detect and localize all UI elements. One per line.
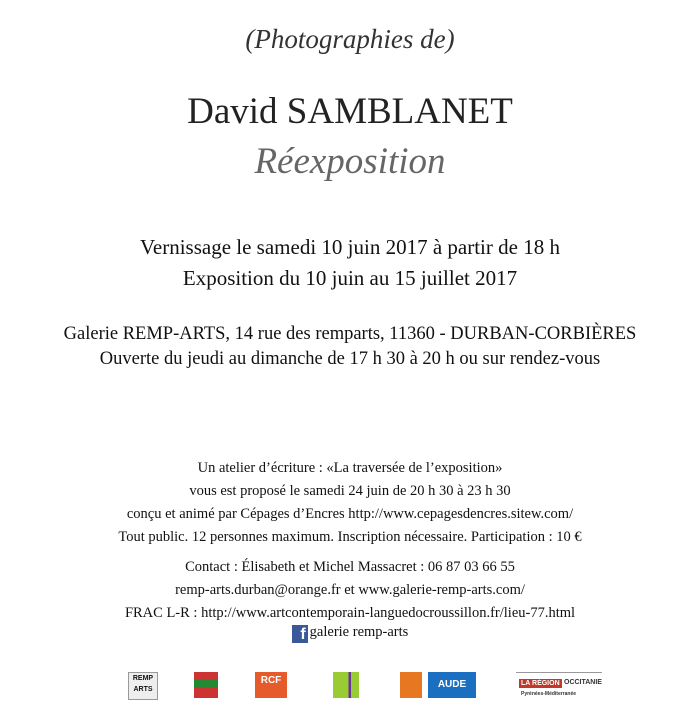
aude-logo: AUDE xyxy=(428,672,476,698)
contact-line: remp-arts.durban@orange.fr et www.galerie-remp-arts.com/ xyxy=(175,582,525,598)
partner-logos xyxy=(0,672,700,702)
rcf-logo: RCF xyxy=(255,672,287,698)
exhibition-title: Réexposition xyxy=(254,141,446,182)
contact-line: Contact : Élisabeth et Michel Massacret : 06 87 03 66 55 xyxy=(185,559,515,575)
occitanie-region-logo xyxy=(516,672,602,699)
atelier-line: conçu et animé par Cépages d’Encres http://www.cepagesdencres.sitew.com/ xyxy=(126,506,574,522)
facebook-label: galerie remp-arts xyxy=(309,624,409,640)
vernissage-date: Vernissage le samedi 10 juin 2017 à partir de 18 h xyxy=(140,235,560,259)
tree-logo xyxy=(333,672,359,698)
region-subtitle: Pyrénées-Méditerranée xyxy=(521,691,577,697)
contact-line: FRAC L-R : http://www.artcontemporain-languedocroussillon.fr/lieu-77.html xyxy=(124,605,576,621)
aude-department-crest-logo xyxy=(194,672,218,698)
atelier-line: Un atelier d’écriture : «La traversée de l’exposition» xyxy=(197,460,503,476)
occitanie-label: OCCITANIE xyxy=(564,679,602,686)
facebook-icon: f xyxy=(292,625,308,643)
facebook-link[interactable] xyxy=(0,624,700,643)
region-label: LA RÉGION xyxy=(521,680,560,687)
exhibition-dates: Exposition du 10 juin au 15 juillet 2017 xyxy=(182,266,518,290)
venue-hours: Ouverte du jeudi au dimanche de 17 h 30 à 20 h ou sur rendez-vous xyxy=(99,349,601,369)
atelier-line: Tout public. 12 personnes maximum. Inscription nécessaire. Participation : 10 € xyxy=(118,529,582,545)
remp-arts-logo: REMP ARTS xyxy=(128,672,158,700)
subtitle: (Photographies de) xyxy=(245,24,455,54)
artist-name: David SAMBLANET xyxy=(187,91,513,132)
atelier-line: vous est proposé le samedi 24 juin de 20 h 30 à 23 h 30 xyxy=(189,483,511,499)
venue-address: Galerie REMP-ARTS, 14 rue des remparts, 11360 - DURBAN-CORBIÈRES xyxy=(63,324,637,344)
aude-a-logo xyxy=(400,672,422,698)
